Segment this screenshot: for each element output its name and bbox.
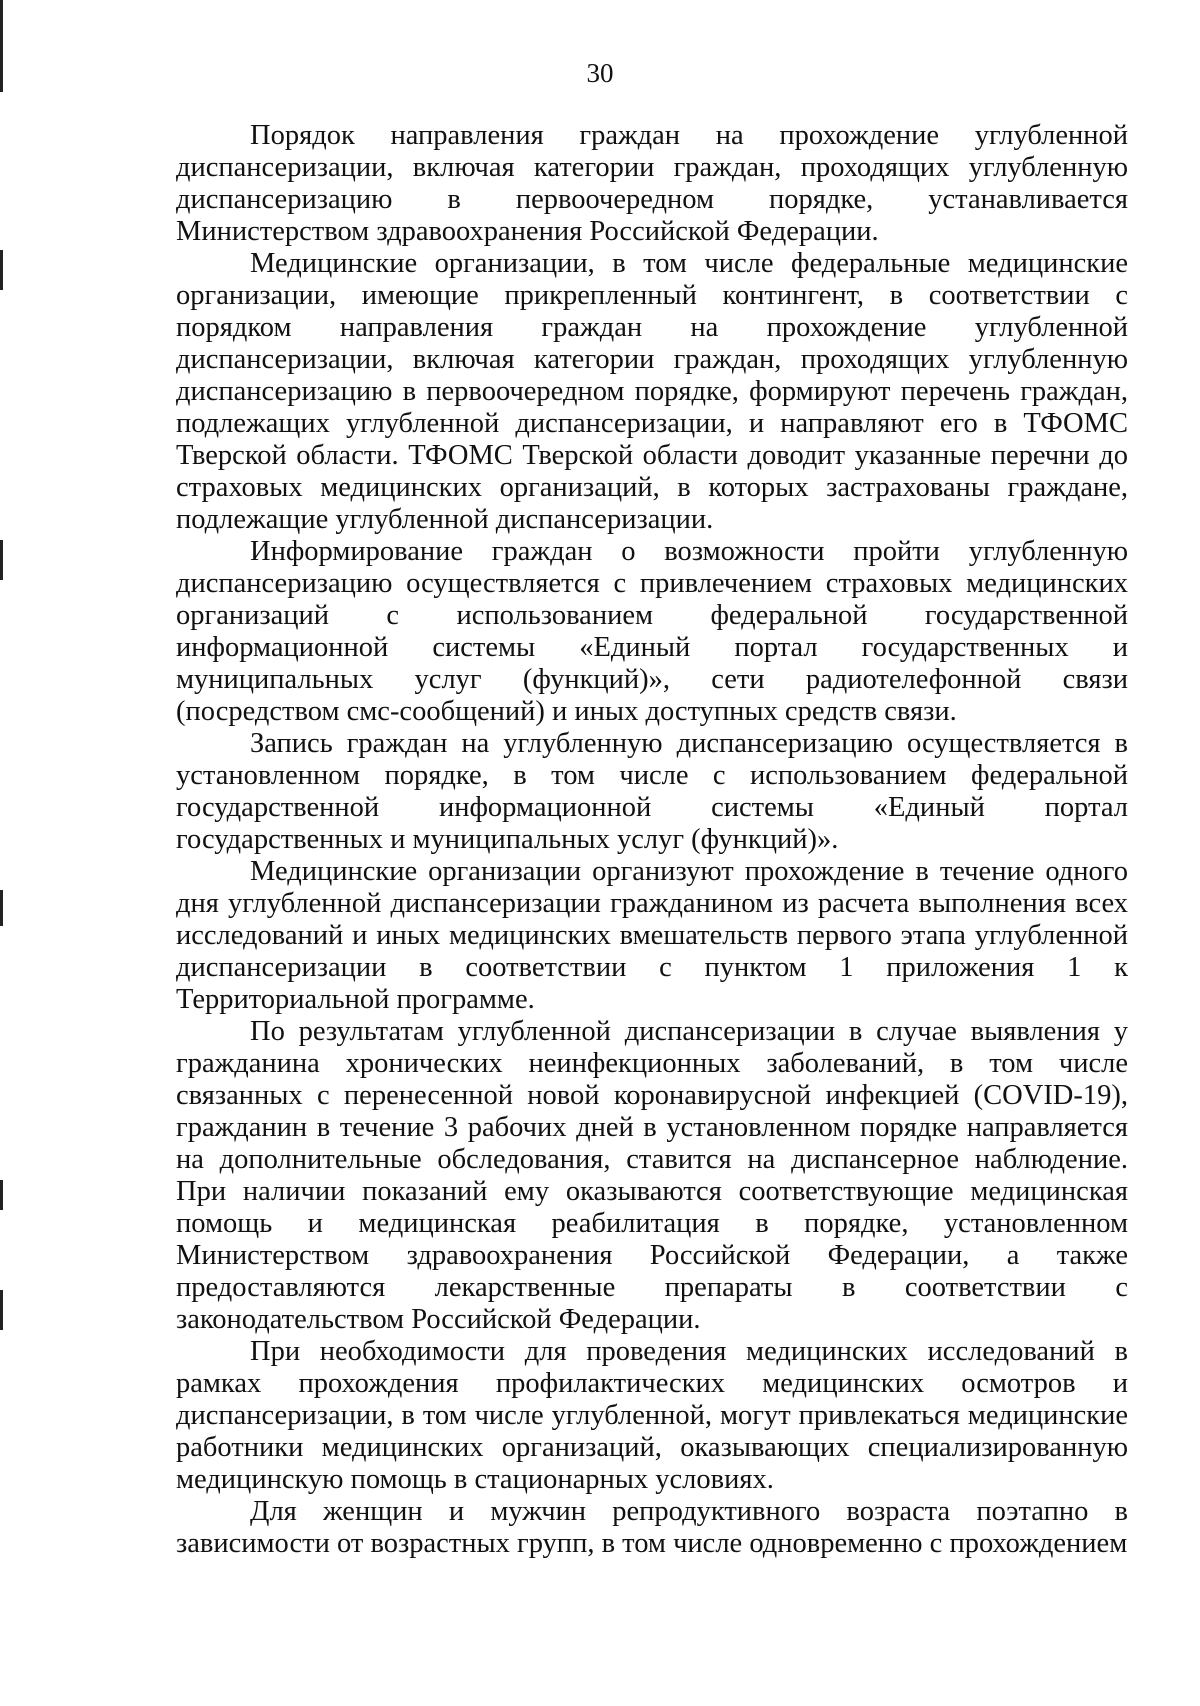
paragraph-2: Медицинские организации, в том числе федеральные медицинские организации, имеющие прикрепленный контингент, в соответствии с порядком направления граждан на прохождение углубленной диспансеризации, включая категории граждан, проходящих углубленную диспансеризацию в первоочередном порядке, формируют перечень граждан, подлежащих углубленной диспансеризации, и направляют его в ТФОМС Тверской области. ТФОМС Тверской области доводит указанные перечни до страховых медицинских организаций, в которых застрахованы граждане, подлежащие углубленной диспансеризации. [176, 248, 1128, 535]
paragraph-1: Порядок направления граждан на прохождение углубленной диспансеризации, включая категории граждан, проходящих углубленную диспансеризацию в первоочередном порядке, устанавливается Министерством здравоохранения Российской Федерации. [176, 120, 1128, 247]
paragraph-6: По результатам углубленной диспансеризации в случае выявления у гражданина хронических неинфекционных заболеваний, в том числе связанных с перенесенной новой коронавирусной инфекцией (COVID-19), гражданин в течение 3 рабочих дней в установленном порядке направляется на дополнительные обследования, ставится на диспансерное наблюдение. При наличии показаний ему оказываются соответствующие медицинская помощь и медицинская реабилитация в порядке, установленном Министерством здравоохранения Российской Федерации, а также предоставляются лекарственные препараты в соответствии с законодательством Российской Федерации. [176, 1016, 1128, 1335]
scan-edge-mark [0, 540, 3, 580]
paragraph-4: Запись граждан на углубленную диспансеризацию осуществляется в установленном порядке, в том числе с использованием федеральной государственной информационной системы «Единый портал государственных и муниципальных услуг (функций)». [176, 728, 1128, 855]
document-body [176, 120, 1128, 1560]
paragraph-8: Для женщин и мужчин репродуктивного возраста поэтапно в зависимости от возрастных групп, в том числе одновременно с прохождением [176, 1496, 1128, 1559]
paragraph-7: При необходимости для проведения медицинских исследований в рамках прохождения профилактических медицинских осмотров и диспансеризации, в том числе углубленной, могут привлекаться медицинские работники медицинских организаций, оказывающих специализированную медицинскую помощь в стационарных условиях. [176, 1336, 1128, 1495]
scan-edge-mark [0, 1180, 3, 1210]
scan-edge-mark [0, 1290, 3, 1330]
paragraph-5: Медицинские организации организуют прохождение в течение одного дня углубленной диспансеризации гражданином из расчета выполнения всех исследований и иных медицинских вмешательств первого этапа углубленной диспансеризации в соответствии с пунктом 1 приложения 1 к Территориальной программе. [176, 856, 1128, 1015]
page-number: 30 [586, 58, 614, 88]
scan-edge-mark [0, 890, 3, 926]
scan-edge-mark [0, 250, 3, 290]
paragraph-3: Информирование граждан о возможности пройти углубленную диспансеризацию осуществляется с привлечением страховых медицинских организаций с использованием федеральной государственной информационной системы «Единый портал государственных и муниципальных услуг (функций)», сети радиотелефонной связи (посредством смс-сообщений) и иных доступных средств связи. [176, 536, 1128, 727]
